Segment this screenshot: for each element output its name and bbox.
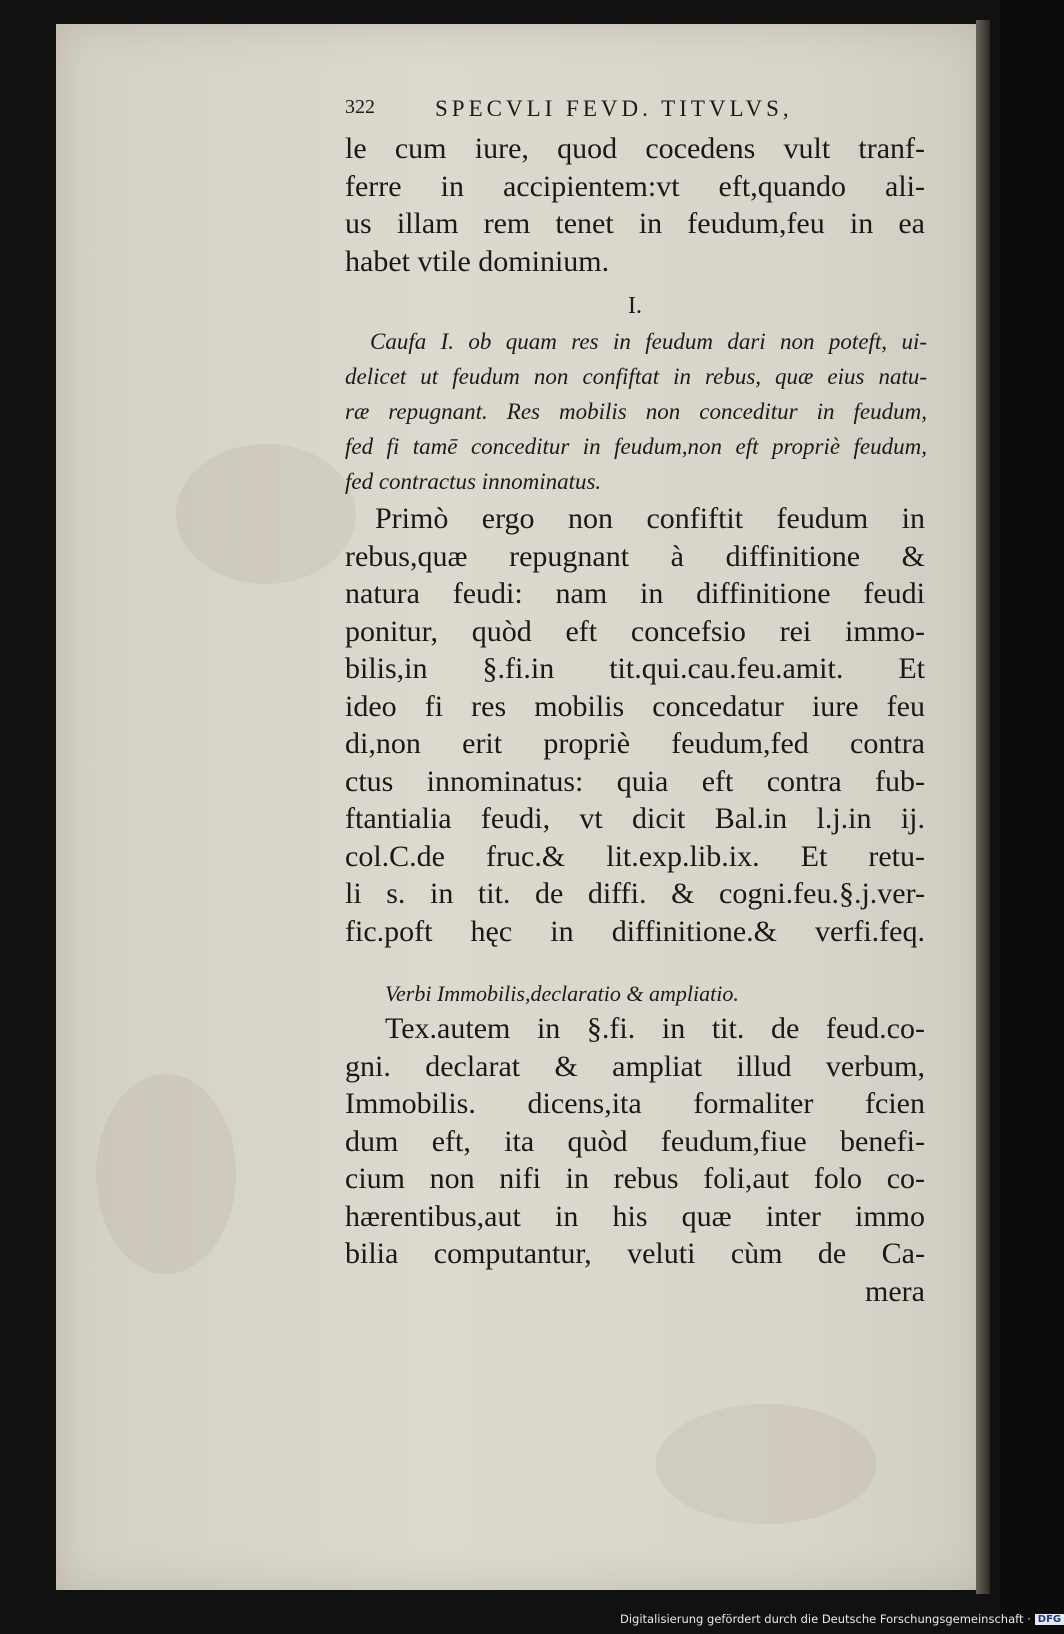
running-head — [345, 96, 845, 126]
text-line: bilia computantur, veluti cùm de Ca- — [345, 1237, 925, 1270]
section-number-block — [345, 288, 925, 326]
text-line: ftantialia feudi, vt dicit Bal.in l.j.in ij. — [345, 802, 925, 835]
summary-line: ræ repugnant. Res mobilis non conceditur in feudum, — [345, 399, 927, 424]
text-line: ctus innominatus: quia eft contra fub- — [345, 764, 925, 798]
text-line: gni. declarat & ampliat illud verbum, — [345, 1049, 925, 1083]
text-line: ferre in accipientem:vt eft,quando ali- — [345, 169, 925, 203]
body-paragraph — [345, 500, 925, 950]
summary-line: fed fi tamē conceditur in feudum,non eft propriè feudum, — [345, 434, 927, 459]
text-line: di,non erit propriè feudum,fed contra — [345, 727, 925, 760]
summary-block — [345, 324, 927, 499]
text-line: hærentibus,aut in his quæ inter immo — [345, 1199, 925, 1233]
text-line: dum eft, ita quòd feudum,fiue benefi- — [345, 1124, 925, 1158]
catchword: mera — [865, 1274, 925, 1308]
summary-line: fed contractus innominatus. — [345, 469, 602, 494]
text-line: col.C.de fruc.& lit.exp.lib.ix. Et retu- — [345, 839, 925, 873]
credit-text: Digitalisierung gefördert durch die Deutsche Forschungsgemeinschaft · — [620, 1612, 1031, 1626]
text-line: ideo fi res mobilis concedatur iure feu — [345, 689, 925, 723]
text-line: rebus,quæ repugnant à diffinitione & — [345, 539, 925, 573]
text-line: Immobilis. dicens,ita formaliter fcien — [345, 1087, 925, 1120]
page-number: 322 — [345, 96, 375, 118]
text-line: ponitur, quòd eft concefsio rei immo- — [345, 614, 925, 648]
text-line: natura feudi: nam in diffinitione feudi — [345, 577, 925, 610]
digitization-credit — [620, 1612, 1064, 1630]
text-line: bilis,in §.fi.in tit.qui.cau.feu.amit. Et — [345, 652, 925, 685]
running-head-title: SPECVLI FEVD. TITVLVS, — [435, 96, 793, 121]
dfg-logo: DFG — [1035, 1614, 1064, 1625]
text-line: us illam rem tenet in feudum,feu in ea — [345, 207, 925, 240]
summary-line: Caufa I. ob quam res in feudum dari non poteft, ui- — [370, 329, 927, 354]
text-line: habet vtile dominium. — [345, 244, 610, 278]
closing-paragraph — [345, 1010, 925, 1310]
subheading: Verbi Immobilis,declaratio & ampliatio. — [385, 981, 739, 1006]
section-number: I. — [628, 293, 642, 319]
text-line: le cum iure, quod cocedens vult tranf- — [345, 132, 925, 165]
text-line: fic.poft hęc in diffinitione.& verfi.feq. — [345, 914, 925, 948]
text-line: Primò ergo non confiftit feudum in — [375, 502, 925, 535]
subheading-block — [345, 976, 925, 1011]
page-edge — [976, 20, 990, 1594]
summary-line: delicet ut feudum non confiftat in rebus, quæ eius natu- — [345, 364, 927, 389]
text-line: cium non nifi in rebus foli,aut folo co- — [345, 1162, 925, 1195]
text-line: li s. in tit. de diffi. & cogni.feu.§.j.ver- — [345, 877, 925, 910]
opening-paragraph — [345, 130, 925, 280]
text-line: Tex.autem in §.fi. in tit. de feud.co- — [385, 1012, 925, 1045]
